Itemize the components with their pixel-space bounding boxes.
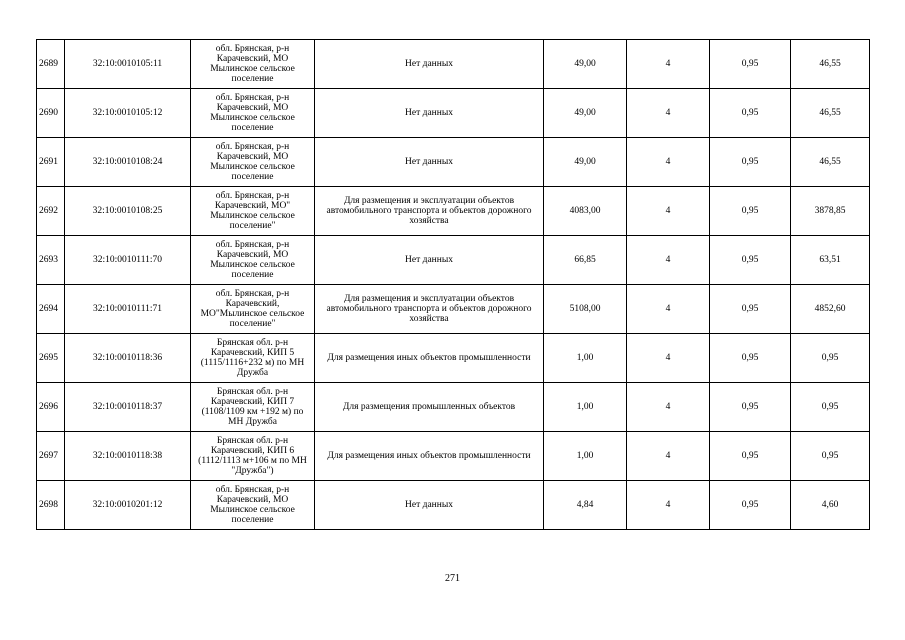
- permitted-use-cell: Для размещения иных объектов промышленности: [315, 432, 544, 481]
- coefficient-cell: 0,95: [710, 89, 791, 138]
- row-number-cell: 2695: [37, 334, 65, 383]
- value-cell: 0,95: [791, 432, 870, 481]
- value-cell: 4,60: [791, 481, 870, 530]
- value-cell: 0,95: [791, 383, 870, 432]
- area-cell: 4,84: [544, 481, 627, 530]
- permitted-use-cell: Нет данных: [315, 236, 544, 285]
- area-cell: 5108,00: [544, 285, 627, 334]
- cadastral-number-cell: 32:10:0010201:12: [65, 481, 191, 530]
- permitted-use-cell: Нет данных: [315, 40, 544, 89]
- table-row: [37, 187, 870, 236]
- coefficient-cell: 0,95: [710, 334, 791, 383]
- area-cell: 49,00: [544, 138, 627, 187]
- coefficient-cell: 0,95: [710, 481, 791, 530]
- row-number-cell: 2693: [37, 236, 65, 285]
- area-cell: 1,00: [544, 383, 627, 432]
- coefficient-cell: 0,95: [710, 285, 791, 334]
- permitted-use-cell: Для размещения и эксплуатации объектов автомобильного транспорта и объектов дорожного хозяйства: [315, 285, 544, 334]
- row-number-cell: 2697: [37, 432, 65, 481]
- cadastral-number-cell: 32:10:0010108:24: [65, 138, 191, 187]
- cadastral-number-cell: 32:10:0010111:71: [65, 285, 191, 334]
- address-cell: Брянская обл. р-н Карачевский, КИП 5 (1115/1116+232 м) по МН Дружба: [191, 334, 315, 383]
- value-cell: 4852,60: [791, 285, 870, 334]
- area-cell: 49,00: [544, 40, 627, 89]
- table-row: [37, 383, 870, 432]
- address-cell: обл. Брянская, р-н Карачевский, МО Мылинское сельское поселение: [191, 40, 315, 89]
- value-cell: 63,51: [791, 236, 870, 285]
- permitted-use-cell: Нет данных: [315, 481, 544, 530]
- row-number-cell: 2698: [37, 481, 65, 530]
- address-cell: Брянская обл. р-н Карачевский, КИП 7 (1108/1109 км +192 м) по МН Дружба: [191, 383, 315, 432]
- permitted-use-cell: Для размещения и эксплуатации объектов автомобильного транспорта и объектов дорожного хозяйства: [315, 187, 544, 236]
- area-cell: 4083,00: [544, 187, 627, 236]
- group-cell: 4: [627, 432, 710, 481]
- cadastral-number-cell: 32:10:0010111:70: [65, 236, 191, 285]
- group-cell: 4: [627, 334, 710, 383]
- address-cell: обл. Брянская, р-н Карачевский, МО Мылинское сельское поселение: [191, 138, 315, 187]
- table-row: [37, 40, 870, 89]
- land-registry-table: [36, 39, 870, 530]
- area-cell: 1,00: [544, 334, 627, 383]
- table-row: [37, 138, 870, 187]
- row-number-cell: 2689: [37, 40, 65, 89]
- table-row: [37, 334, 870, 383]
- group-cell: 4: [627, 481, 710, 530]
- group-cell: 4: [627, 285, 710, 334]
- coefficient-cell: 0,95: [710, 138, 791, 187]
- value-cell: 0,95: [791, 334, 870, 383]
- coefficient-cell: 0,95: [710, 40, 791, 89]
- row-number-cell: 2696: [37, 383, 65, 432]
- coefficient-cell: 0,95: [710, 432, 791, 481]
- cadastral-number-cell: 32:10:0010108:25: [65, 187, 191, 236]
- table-row: [37, 432, 870, 481]
- table-row: [37, 285, 870, 334]
- value-cell: 3878,85: [791, 187, 870, 236]
- cadastral-number-cell: 32:10:0010105:12: [65, 89, 191, 138]
- table-row: [37, 89, 870, 138]
- row-number-cell: 2692: [37, 187, 65, 236]
- coefficient-cell: 0,95: [710, 383, 791, 432]
- permitted-use-cell: Для размещения иных объектов промышленности: [315, 334, 544, 383]
- group-cell: 4: [627, 383, 710, 432]
- group-cell: 4: [627, 236, 710, 285]
- group-cell: 4: [627, 89, 710, 138]
- row-number-cell: 2694: [37, 285, 65, 334]
- value-cell: 46,55: [791, 89, 870, 138]
- value-cell: 46,55: [791, 40, 870, 89]
- address-cell: обл. Брянская, р-н Карачевский, МО"Мылинское сельское поселение": [191, 285, 315, 334]
- cadastral-number-cell: 32:10:0010105:11: [65, 40, 191, 89]
- cadastral-number-cell: 32:10:0010118:38: [65, 432, 191, 481]
- value-cell: 46,55: [791, 138, 870, 187]
- address-cell: обл. Брянская, р-н Карачевский, МО Мылинское сельское поселение: [191, 89, 315, 138]
- area-cell: 49,00: [544, 89, 627, 138]
- cadastral-number-cell: 32:10:0010118:36: [65, 334, 191, 383]
- cadastral-number-cell: 32:10:0010118:37: [65, 383, 191, 432]
- coefficient-cell: 0,95: [710, 236, 791, 285]
- address-cell: Брянская обл. р-н Карачевский, КИП 6 (1112/1113 м+106 м по МН "Дружба"): [191, 432, 315, 481]
- row-number-cell: 2690: [37, 89, 65, 138]
- area-cell: 1,00: [544, 432, 627, 481]
- table-body: [37, 40, 870, 530]
- row-number-cell: 2691: [37, 138, 65, 187]
- group-cell: 4: [627, 40, 710, 89]
- group-cell: 4: [627, 138, 710, 187]
- page-number: 271: [445, 573, 460, 584]
- address-cell: обл. Брянская, р-н Карачевский, МО" Мылинское сельское поселение": [191, 187, 315, 236]
- table-row: [37, 481, 870, 530]
- group-cell: 4: [627, 187, 710, 236]
- address-cell: обл. Брянская, р-н Карачевский, МО Мылинское сельское поселение: [191, 481, 315, 530]
- coefficient-cell: 0,95: [710, 187, 791, 236]
- address-cell: обл. Брянская, р-н Карачевский, МО Мылинское сельское поселение: [191, 236, 315, 285]
- table-row: [37, 236, 870, 285]
- permitted-use-cell: Нет данных: [315, 89, 544, 138]
- permitted-use-cell: Для размещения промышленных объектов: [315, 383, 544, 432]
- area-cell: 66,85: [544, 236, 627, 285]
- permitted-use-cell: Нет данных: [315, 138, 544, 187]
